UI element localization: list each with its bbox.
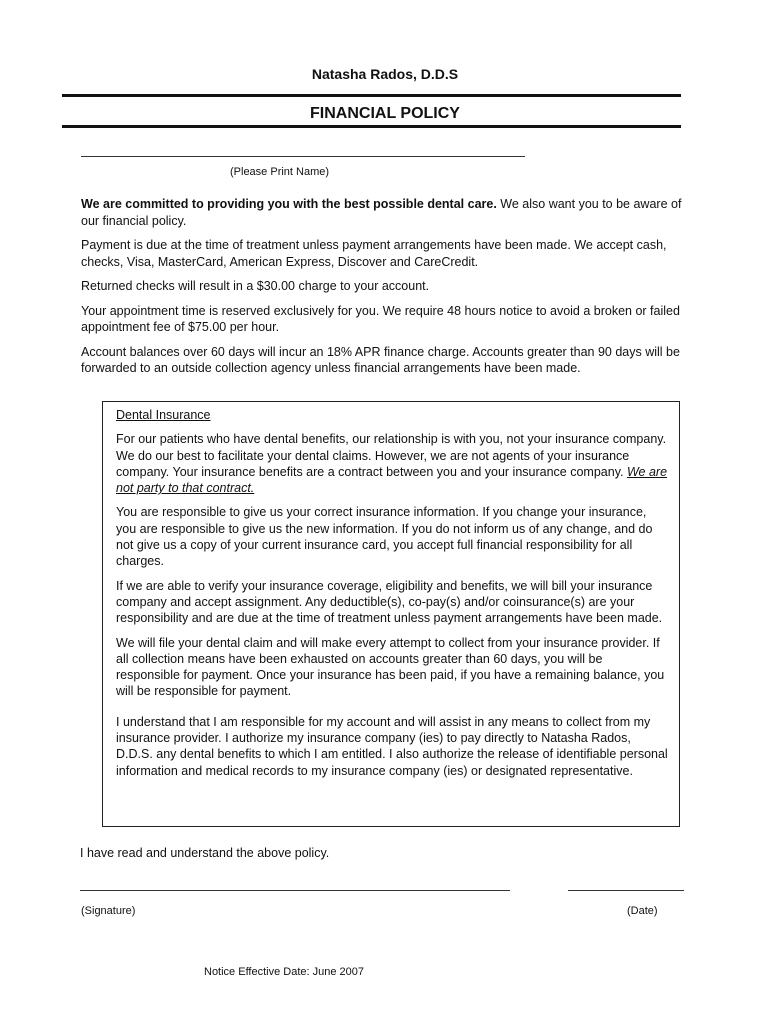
- print-name-field[interactable]: [81, 156, 525, 157]
- claims-paragraph: We will file your dental claim and will make every attempt to collect from your insurance provider. If all collection means have been exhausted on accounts greater than 60 days, you will be responsible for payment. Once your insurance has been paid, if you have a remaining balance, you will be responsible for payment.: [116, 635, 665, 699]
- authorization-paragraph: I understand that I am responsible for my account and will assist in any means to collect from my insurance provider. I authorize my insurance company (ies) to pay directly to Natasha Rados, D.D.S. any dental benefits to which I am entitled. I also authorize the release of identifiable personal information and medical records to my insurance company (ies) or designated representative.: [116, 714, 668, 778]
- acknowledgement-statement: I have read and understand the above policy.: [80, 846, 330, 860]
- relationship-emphasis: We are not party to that contract.: [116, 464, 668, 496]
- relationship-paragraph: [116, 431, 668, 496]
- billing-paragraph: If we are able to verify your insurance coverage, eligibility and benefits, we will bill your insurance company and accept assignment. Any deductible(s), co-pay(s) and/or coinsurance(s) are your responsibility and are due at the time of treatment unless payment arrangements have been made.: [116, 578, 663, 626]
- insurance-heading-text: Dental Insurance: [116, 408, 211, 422]
- responsibility-paragraph: You are responsible to give us your correct insurance information. If you change your insurance, you are responsible to give us the new information. If you do not inform us of any change, and do not give us a copy of your current insurance card, you accept full financial responsibility for all charges.: [116, 505, 653, 569]
- commitment-bold-text: We are committed to providing you with the best possible dental care.: [81, 197, 497, 211]
- commitment-rest-text: We also want you to be aware of our financial policy.: [81, 197, 682, 228]
- policy-intro: [81, 196, 696, 385]
- date-caption: (Date): [627, 905, 658, 917]
- dental-insurance-box: [102, 401, 680, 827]
- commitment-paragraph: [81, 196, 696, 229]
- date-field[interactable]: [568, 890, 684, 891]
- returned-checks-paragraph: Returned checks will result in a $30.00 charge to your account.: [81, 279, 430, 293]
- relationship-text: For our patients who have dental benefits, our relationship is with you, not your insurance company. We do our best to facilitate your dental claims. However, we are not agents of your insurance company. Your insurance benefits are a contract between you and your insurance company.: [116, 432, 667, 479]
- title-top-rule: [62, 94, 681, 97]
- payment-paragraph: Payment is due at the time of treatment unless payment arrangements have been made. We accept cash, checks, Visa, MasterCard, American Express, Discover and CareCredit.: [81, 238, 667, 269]
- signature-caption: (Signature): [81, 905, 136, 917]
- appointment-paragraph: Your appointment time is reserved exclusively for you. We require 48 hours notice to avoid a broken or failed appointment fee of $75.00 per hour.: [81, 303, 680, 334]
- insurance-heading: [116, 407, 668, 423]
- title-bottom-rule: [62, 125, 681, 128]
- effective-date: Notice Effective Date: June 2007: [204, 966, 365, 978]
- print-name-caption: (Please Print Name): [230, 166, 330, 178]
- practice-name: Natasha Rados, D.D.S: [311, 66, 459, 82]
- balances-paragraph: Account balances over 60 days will incur an 18% APR finance charge. Accounts greater than 90 days will be forwarded to an outside collection agency unless financial arrangements have been made.: [81, 344, 680, 375]
- signature-field[interactable]: [80, 890, 510, 891]
- page-title: FINANCIAL POLICY: [310, 105, 460, 122]
